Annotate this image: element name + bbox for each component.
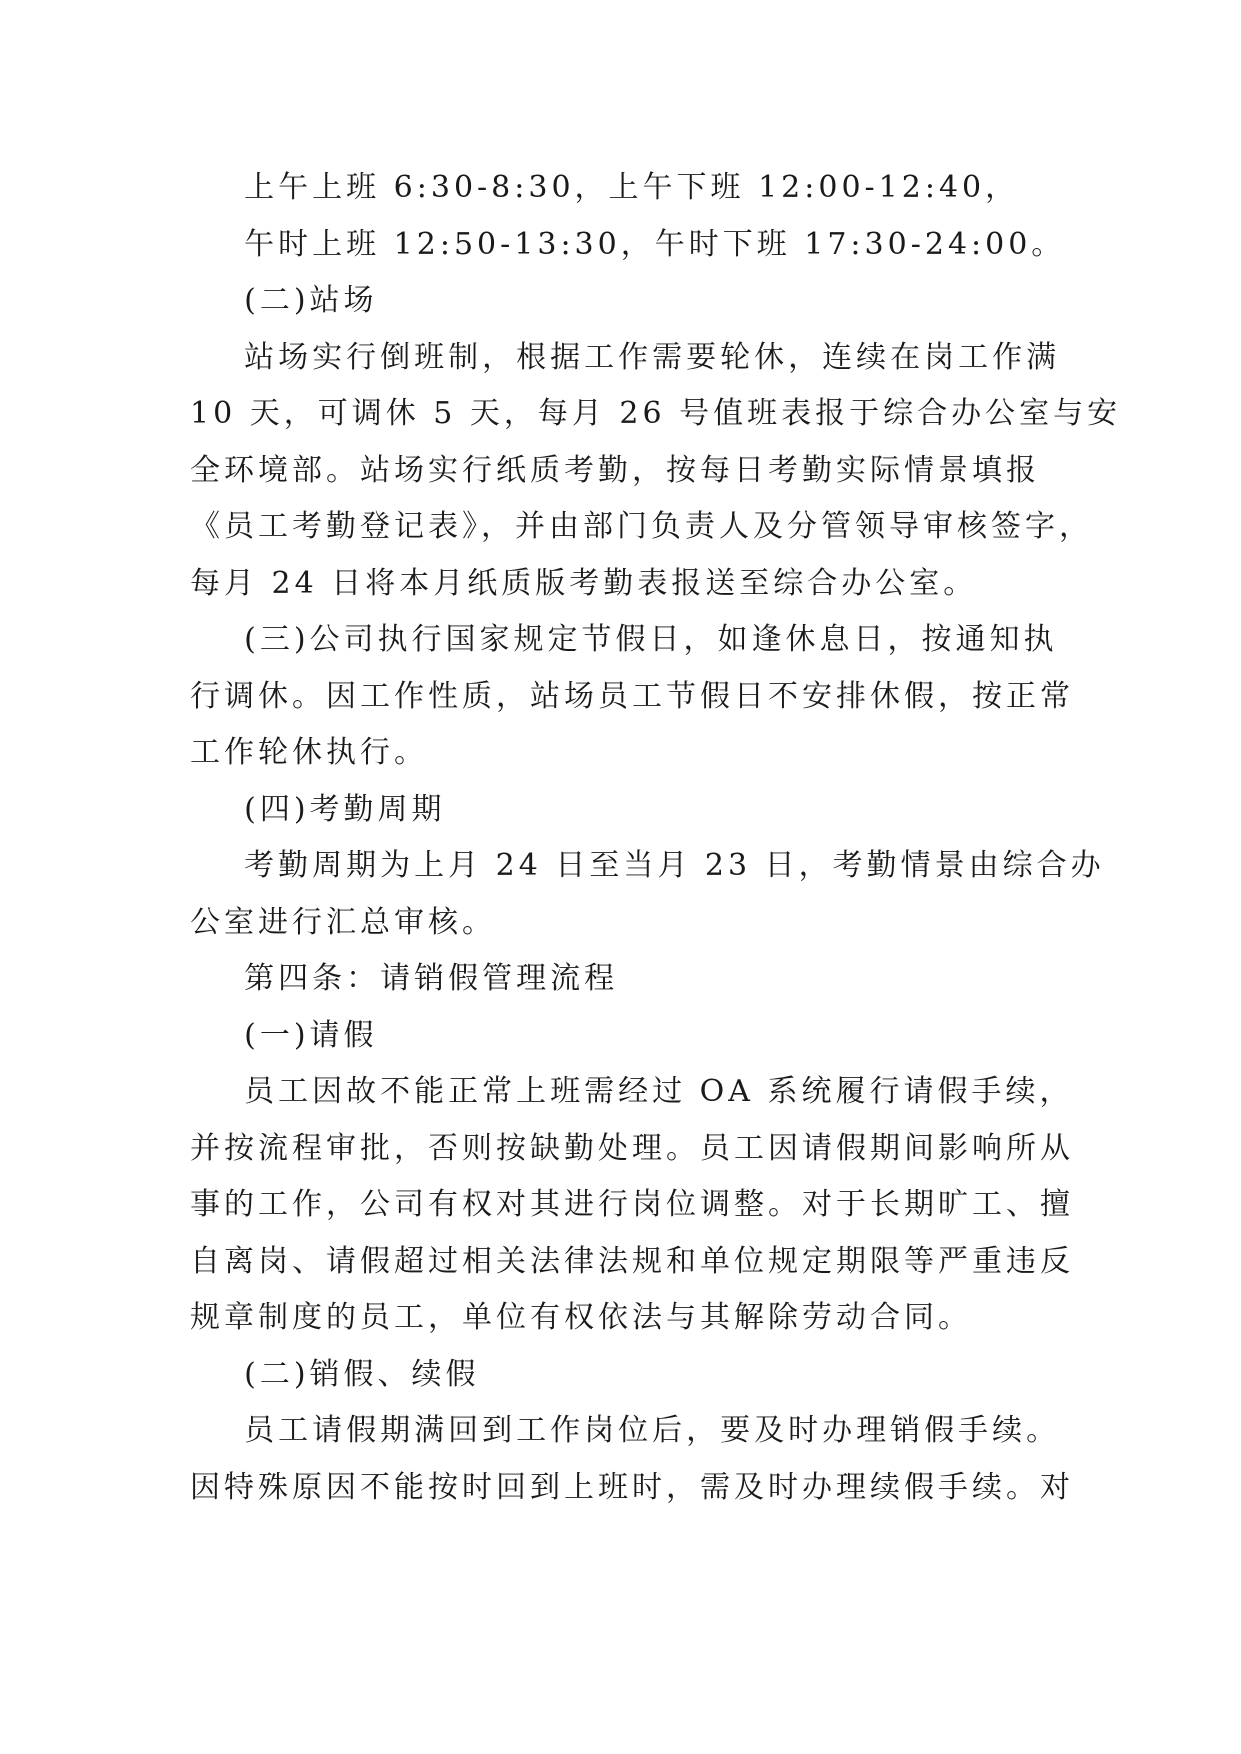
section-heading: (四)考勤周期 xyxy=(190,791,446,827)
text-line: 行调休。因工作性质，站场员工节假日不安排休假，按正常 xyxy=(190,678,1074,714)
text-line: 午时上班 12:50-13:30，午时下班 17:30-24:00。 xyxy=(190,226,1066,262)
text-line: 全环境部。站场实行纸质考勤，按每日考勤实际情景填报 xyxy=(190,452,1040,488)
text-line: 自离岗、请假超过相关法律法规和单位规定期限等严重违反 xyxy=(190,1243,1074,1279)
text-line: 工作轮休执行。 xyxy=(190,735,428,770)
section-heading: (一)请假 xyxy=(190,1017,378,1053)
text-line: 每月 24 日将本月纸质版考勤表报送至综合办公室。 xyxy=(190,565,978,601)
text-line: 并按流程审批，否则按缺勤处理。员工因请假期间影响所从 xyxy=(190,1130,1074,1166)
text-line: 员工因故不能正常上班需经过 OA 系统履行请假手续， xyxy=(190,1074,1074,1109)
text-line: 10 天，可调休 5 天，每月 26 号值班表报于综合办公室与安 xyxy=(190,396,1122,431)
text-line: 事的工作，公司有权对其进行岗位调整。对于长期旷工、擅 xyxy=(190,1187,1074,1222)
article-heading: 第四条：请销假管理流程 xyxy=(190,961,619,996)
text-line: 公室进行汇总审核。 xyxy=(190,904,496,940)
section-heading: (二)销假、续假 xyxy=(190,1356,480,1392)
document-body xyxy=(190,160,1122,1516)
text-line: (三)公司执行国家规定节假日，如逢休息日，按通知执 xyxy=(190,622,1058,657)
text-line: 站场实行倒班制，根据工作需要轮休，连续在岗工作满 xyxy=(190,339,1061,375)
text-line: 《员工考勤登记表》，并由部门负责人及分管领导审核签字， xyxy=(190,509,1093,544)
text-line: 上午上班 6:30-8:30，上午下班 12:00-12:40， xyxy=(190,170,1020,205)
section-heading: (二)站场 xyxy=(190,283,378,318)
text-line: 考勤周期为上月 24 日至当月 23 日，考勤情景由综合办 xyxy=(190,848,1105,883)
text-line: 因特殊原因不能按时回到上班时，需及时办理续假手续。对 xyxy=(190,1469,1074,1505)
text-line: 员工请假期满回到工作岗位后，要及时办理销假手续。 xyxy=(190,1413,1061,1448)
text-line: 规章制度的员工，单位有权依法与其解除劳动合同。 xyxy=(190,1300,972,1335)
